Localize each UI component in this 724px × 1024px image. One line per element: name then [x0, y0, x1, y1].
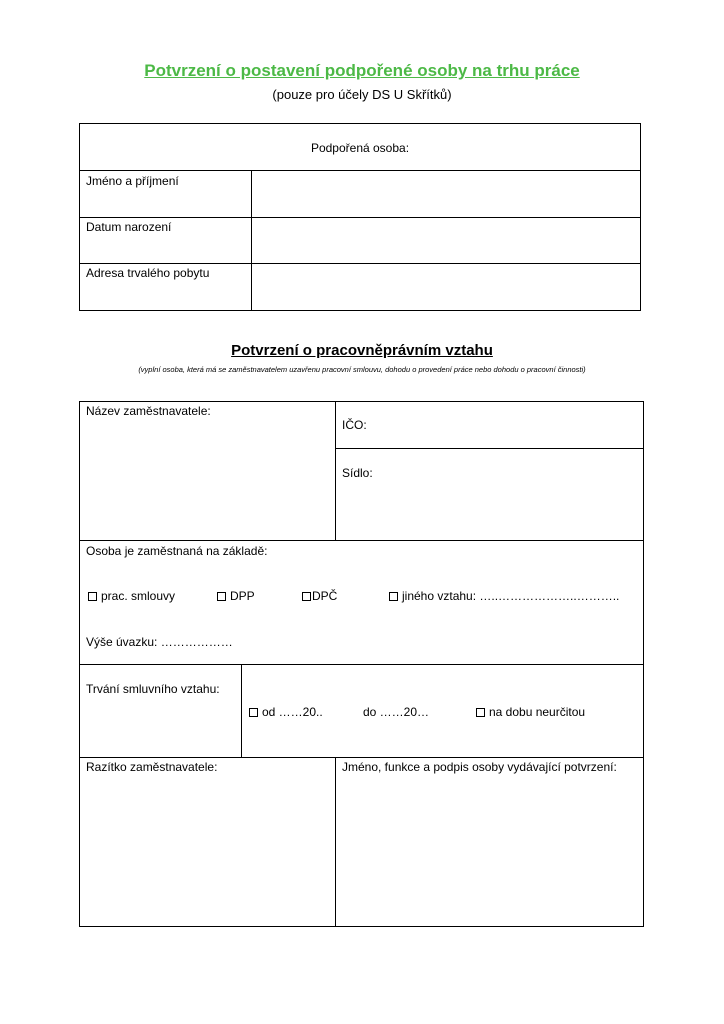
basis-option-dpc-label: DPČ	[312, 589, 338, 603]
address-label: Adresa trvalého pobytu	[86, 266, 210, 280]
duration-indefinite[interactable]	[476, 705, 585, 720]
basis-option-contract[interactable]	[88, 589, 175, 604]
basis-option-dpc[interactable]	[302, 589, 337, 604]
person-table-heading: Podpořená osoba:	[310, 141, 410, 155]
workload-label: Výše úvazku: ………………	[86, 635, 233, 649]
employment-section-title: Potvrzení o pracovněprávním vztahu	[231, 342, 493, 359]
ico-label: IČO:	[342, 418, 367, 432]
checkbox-icon[interactable]	[476, 708, 485, 717]
duration-from[interactable]	[249, 705, 323, 720]
basis-option-contract-label: prac. smlouvy	[101, 589, 176, 603]
basis-option-other[interactable]	[389, 589, 619, 604]
checkbox-icon[interactable]	[217, 592, 226, 601]
checkbox-icon[interactable]	[88, 592, 97, 601]
checkbox-icon[interactable]	[389, 592, 398, 601]
signatory-label: Jméno, funkce a podpis osoby vydávající potvrzení:	[342, 760, 617, 774]
checkbox-icon[interactable]	[302, 592, 311, 601]
basis-option-dpp[interactable]	[217, 589, 255, 604]
name-field[interactable]	[258, 174, 633, 210]
page-subtitle: (pouze pro účely DS U Skřítků)	[272, 87, 452, 102]
duration-to: do ……20…	[363, 705, 430, 719]
employer-name-label: Název zaměstnavatele:	[86, 404, 211, 418]
duration-from-label: od ……20..	[262, 705, 323, 719]
address-field[interactable]	[258, 266, 633, 302]
basis-option-dpp-label: DPP	[230, 589, 255, 603]
employment-note: (vyplní osoba, která má se zaměstnavatelem uzavřenu pracovní smlouvu, dohodu o provedení práce nebo dohodu o pracovní činnosti)	[138, 365, 586, 374]
name-label: Jméno a příjmení	[86, 174, 179, 188]
duration-indefinite-label: na dobu neurčitou	[489, 705, 586, 719]
page-title: Potvrzení o postavení podpořené osoby na trhu práce	[144, 61, 580, 80]
duration-label: Trvání smluvního vztahu:	[86, 682, 220, 696]
basis-label: Osoba je zaměstnaná na základě:	[86, 544, 268, 558]
basis-option-other-label: jiného vztahu: …..………………..………..	[402, 589, 620, 603]
seat-label: Sídlo:	[342, 466, 373, 480]
birth-date-label: Datum narození	[86, 220, 172, 234]
birth-date-field[interactable]	[258, 220, 633, 256]
checkbox-icon[interactable]	[249, 708, 258, 717]
stamp-label: Razítko zaměstnavatele:	[86, 760, 218, 774]
